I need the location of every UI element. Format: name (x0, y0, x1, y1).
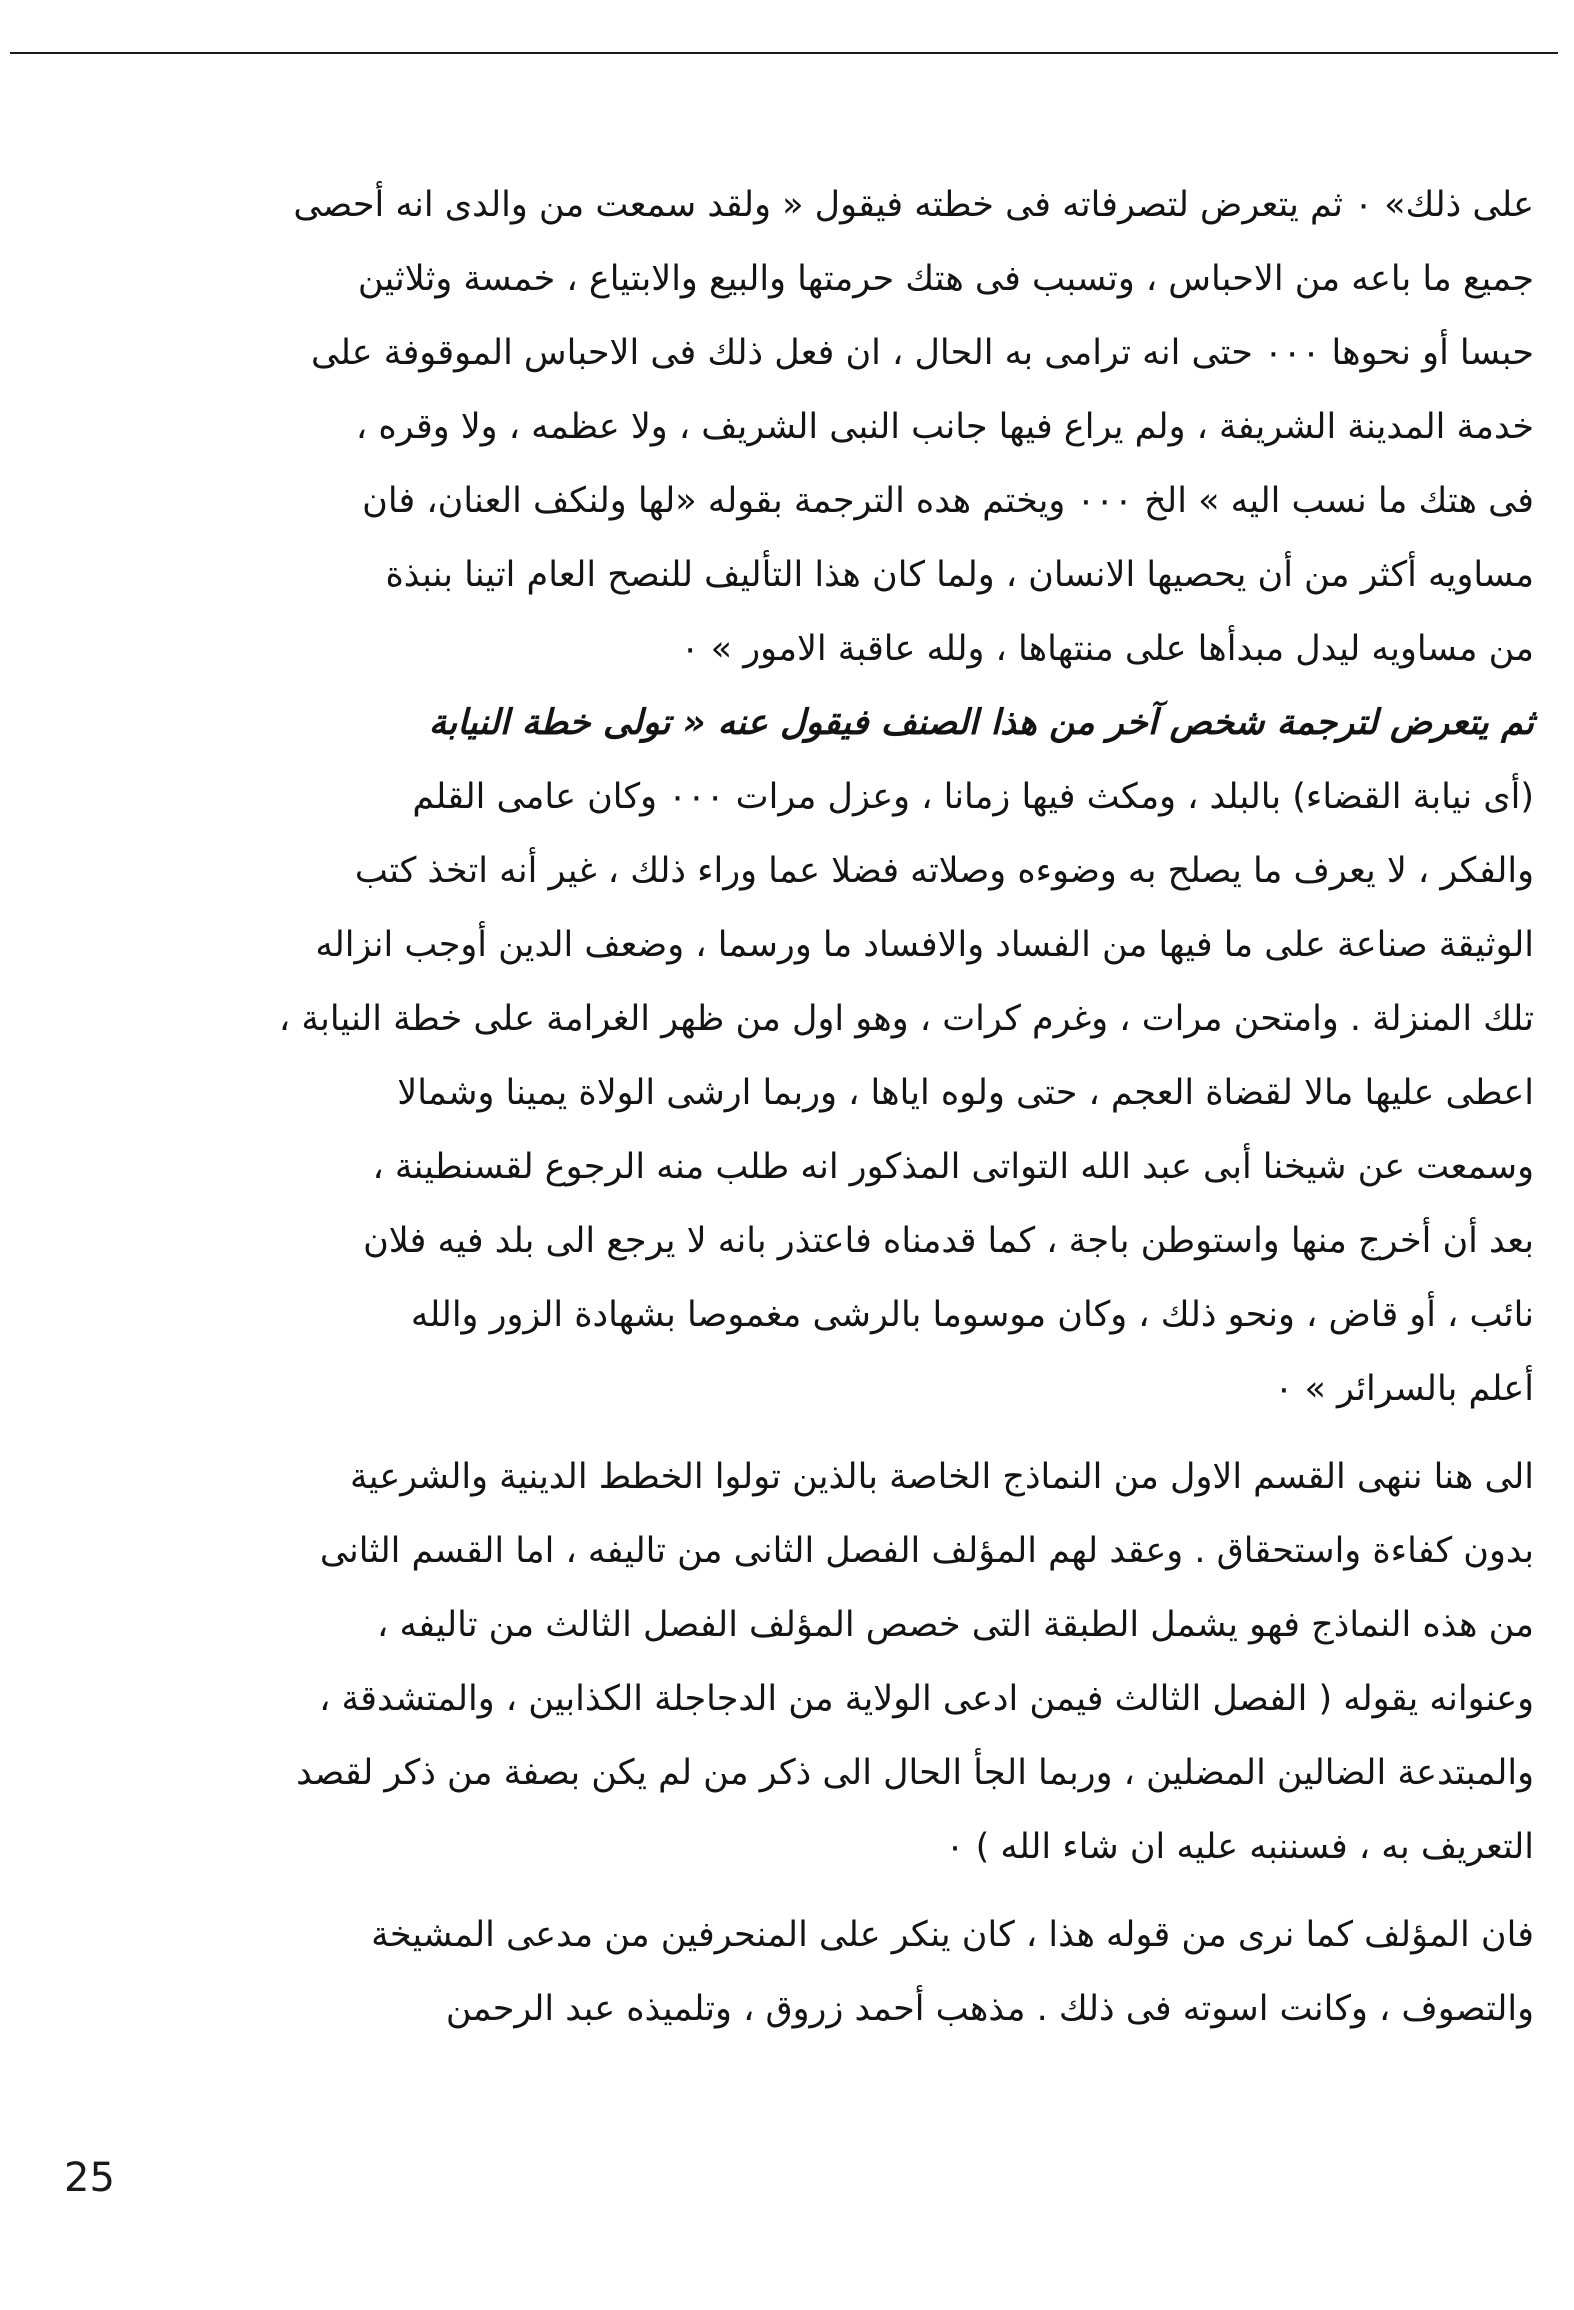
text-line: وعنوانه يقوله ( الفصل الثالث فيمن ادعى الولاية من الدجاجلة الكذابين ، والمتشدقة ، (319, 1679, 1534, 1719)
italic-lead-in (64, 686, 1534, 760)
text-line: الوثيقة صناعة على ما فيها من الفساد والافساد ما ورسما ، وضعف الدين أوجب انزاله (315, 925, 1534, 965)
text-line: حبسا أو نحوها ٠٠٠ حتى انه ترامى به الحال ، ان فعل ذلك فى الاحباس الموقوفة على (311, 333, 1534, 373)
paragraph (64, 1898, 1534, 2046)
page-number: 25 (64, 2155, 115, 2201)
paragraph (64, 1440, 1534, 1884)
paragraph (64, 760, 1534, 1426)
text-line: ثم يتعرض لترجمة شخص آخر من هذا الصنف فيقول عنه « تولى خطة النيابة (428, 703, 1534, 743)
page-body (64, 168, 1534, 2046)
text-line: الى هنا ننهى القسم الاول من النماذج الخاصة بالذين تولوا الخطط الدينية والشرعية (350, 1457, 1534, 1497)
text-line: فى هتك ما نسب اليه » الخ ٠٠٠ ويختم هده الترجمة بقوله «لها ولنكف العنان، فان (362, 481, 1534, 521)
text-line: (أى نيابة القضاء) بالبلد ، ومكث فيها زمانا ، وعزل مرات ٠٠٠ وكان عامى القلم (412, 777, 1534, 817)
text-line: جميع ما باعه من الاحباس ، وتسبب فى هتك حرمتها والبيع والابتياع ، خمسة وثلاثين (357, 259, 1534, 299)
text-line: مساويه أكثر من أن يحصيها الانسان ، ولما كان هذا التأليف للنصح العام اتينا بنبذة (385, 555, 1534, 595)
text-line: من مساويه ليدل مبدأها على منتهاها ، ولله عاقبة الامور » ٠ (680, 629, 1534, 669)
text-line: تلك المنزلة . وامتحن مرات ، وغرم كرات ، وهو اول من ظهر الغرامة على خطة النيابة ، (278, 999, 1534, 1039)
text-line: نائب ، أو قاض ، ونحو ذلك ، وكان موسوما بالرشى مغموصا بشهادة الزور والله (410, 1295, 1534, 1335)
text-line: وسمعت عن شيخنا أبى عبد الله التواتى المذكور انه طلب منه الرجوع لقسنطينة ، (372, 1147, 1534, 1187)
paragraph (64, 168, 1534, 686)
top-rule (10, 52, 1558, 54)
text-line: من هذه النماذج فهو يشمل الطبقة التى خصص المؤلف الفصل الثالث من تاليفه ، (377, 1605, 1534, 1645)
text-line: اعطى عليها مالا لقضاة العجم ، حتى ولوه اياها ، وربما ارشى الولاة يمينا وشمالا (397, 1073, 1534, 1113)
text-line: خدمة المدينة الشريفة ، ولم يراع فيها جانب النبى الشريف ، ولا عظمه ، ولا وقره ، (355, 407, 1534, 447)
text-line: بدون كفاءة واستحقاق . وعقد لهم المؤلف الفصل الثانى من تاليفه ، اما القسم الثانى (319, 1531, 1534, 1571)
text-line: بعد أن أخرج منها واستوطن باجة ، كما قدمناه فاعتذر بانه لا يرجع الى بلد فيه فلان (363, 1221, 1534, 1261)
text-line: على ذلك» ٠ ثم يتعرض لتصرفاته فى خطته فيقول « ولقد سمعت من والدى انه أحصى (293, 185, 1534, 225)
text-line: والتصوف ، وكانت اسوته فى ذلك . مذهب أحمد زروق ، وتلميذه عبد الرحمن (445, 1989, 1534, 2029)
text-line: أعلم بالسرائر » ٠ (1274, 1369, 1534, 1409)
text-line: التعريف به ، فسننبه عليه ان شاء الله ) ٠ (945, 1827, 1534, 1867)
text-line: والفكر ، لا يعرف ما يصلح به وضوءه وصلاته فضلا عما وراء ذلك ، غير أنه اتخذ كتب (354, 851, 1534, 891)
text-line: والمبتدعة الضالين المضلين ، وربما الجأ الحال الى ذكر من لم يكن بصفة من ذكر لقصد (296, 1753, 1534, 1793)
text-line: فان المؤلف كما نرى من قوله هذا ، كان ينكر على المنحرفين من مدعى المشيخة (371, 1915, 1534, 1955)
